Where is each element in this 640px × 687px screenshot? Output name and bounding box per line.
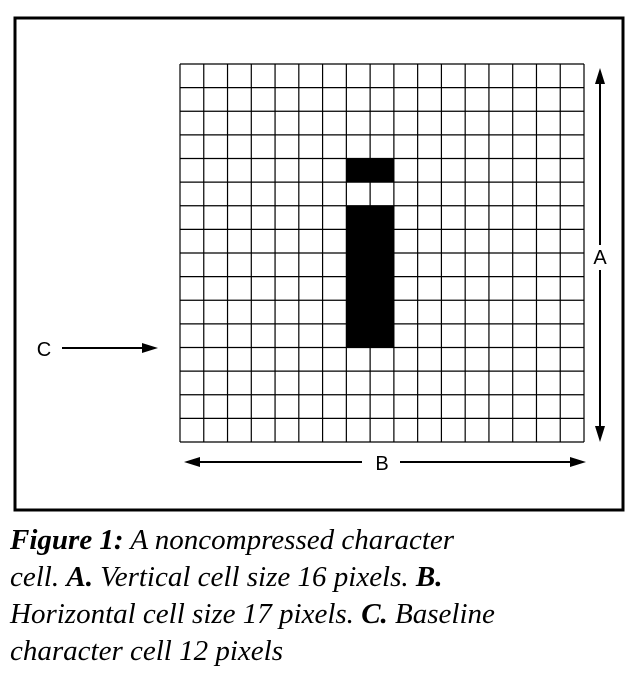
label-c: C xyxy=(36,339,52,361)
caption-text: cell. xyxy=(10,561,67,593)
filled-pixel xyxy=(370,159,394,183)
filled-pixel xyxy=(370,253,394,277)
baseline-arrow xyxy=(62,343,158,353)
caption-line-1 xyxy=(10,522,635,559)
filled-pixel xyxy=(346,324,370,348)
figure-caption xyxy=(10,522,635,670)
label-a: A xyxy=(593,247,607,269)
filled-pixel xyxy=(370,277,394,301)
filled-pixel xyxy=(370,300,394,324)
filled-pixel xyxy=(346,300,370,324)
caption-title: A noncompressed character xyxy=(123,524,455,556)
filled-pixel xyxy=(346,159,370,183)
caption-line-4: character cell 12 pixels xyxy=(10,635,283,667)
filled-pixel xyxy=(346,277,370,301)
filled-pixel xyxy=(346,253,370,277)
caption-marker-c: C. xyxy=(361,598,388,630)
caption-marker-b: B. xyxy=(415,561,443,593)
filled-pixel xyxy=(370,324,394,348)
caption-marker-a: A. xyxy=(66,561,93,593)
filled-pixel xyxy=(346,229,370,253)
caption-text: Vertical cell size 16 pixels. xyxy=(92,561,416,593)
figure-border xyxy=(15,18,623,510)
filled-pixel xyxy=(370,229,394,253)
pixel-grid xyxy=(180,64,584,442)
filled-pixel xyxy=(370,206,394,230)
caption-line-2 xyxy=(10,559,635,596)
caption-line-3 xyxy=(10,596,635,633)
label-b: B xyxy=(375,453,389,475)
filled-pixel xyxy=(346,206,370,230)
caption-figure-number: Figure 1: xyxy=(10,524,124,556)
caption-text: Baseline xyxy=(387,598,495,630)
caption-text: Horizontal cell size 17 pixels. xyxy=(10,598,362,630)
